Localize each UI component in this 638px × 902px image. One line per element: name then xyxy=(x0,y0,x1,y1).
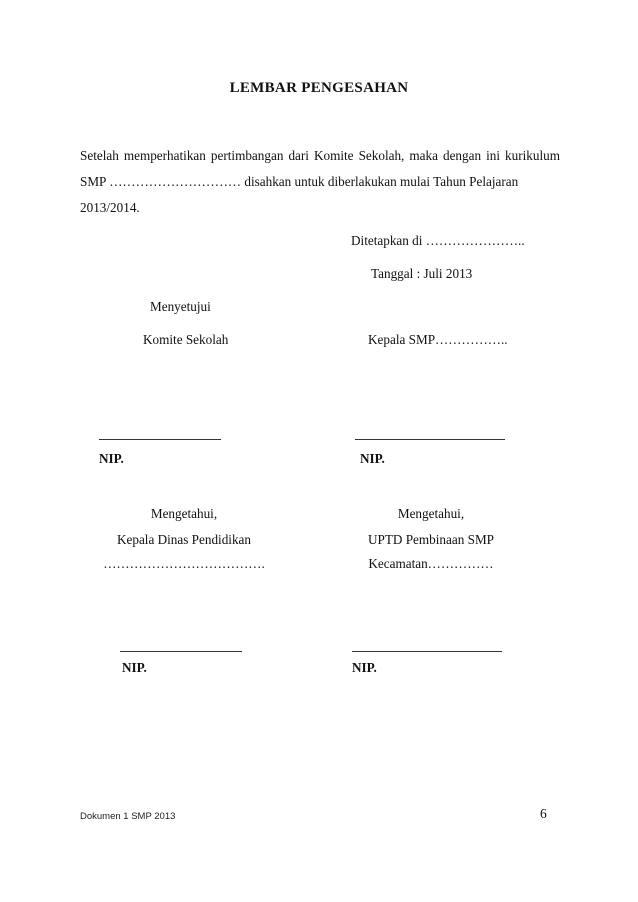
tanggal-text: Tanggal : Juli 2013 xyxy=(371,266,473,281)
page-title: LEMBAR PENGESAHAN xyxy=(229,80,409,96)
signature-line-kepala-smp xyxy=(355,439,505,440)
paragraph-line-2: SMP ………………………… disahkan untuk diberlakukan mulai Tahun Pelajaran 2013/2014. xyxy=(80,174,519,215)
nip-kepala-smp: NIP. xyxy=(360,451,385,466)
uptd-label: UPTD Pembinaan SMP xyxy=(367,532,495,547)
nip-uptd: NIP. xyxy=(352,660,377,675)
signature-line-komite xyxy=(99,439,221,440)
kepala-dinas-label: Kepala Dinas Pendidikan xyxy=(116,532,252,547)
signature-line-uptd xyxy=(352,651,502,652)
ditetapkan-text: Ditetapkan di ………………….. xyxy=(351,233,525,248)
menyetujui-label: Menyetujui xyxy=(150,299,211,314)
nip-kepala-dinas: NIP. xyxy=(122,660,147,675)
page-number: 6 xyxy=(540,806,547,821)
footer-document-label: Dokumen 1 SMP 2013 xyxy=(80,811,176,822)
kecamatan-label: Kecamatan…………… xyxy=(368,556,494,571)
kepala-dinas-dots: ………………………………. xyxy=(103,556,265,571)
approval-paragraph xyxy=(80,143,560,221)
signature-line-kepala-dinas xyxy=(120,651,242,652)
kepala-smp-label: Kepala SMP…………….. xyxy=(368,332,508,347)
mengetahui-right-label: Mengetahui, xyxy=(397,506,465,521)
nip-komite: NIP. xyxy=(99,451,124,466)
paragraph-line-1: Setelah memperhatikan pertimbangan dari Komite Sekolah, maka dengan ini kurikulum xyxy=(80,148,560,163)
mengetahui-left-label: Mengetahui, xyxy=(150,506,218,521)
komite-sekolah-label: Komite Sekolah xyxy=(143,332,229,347)
